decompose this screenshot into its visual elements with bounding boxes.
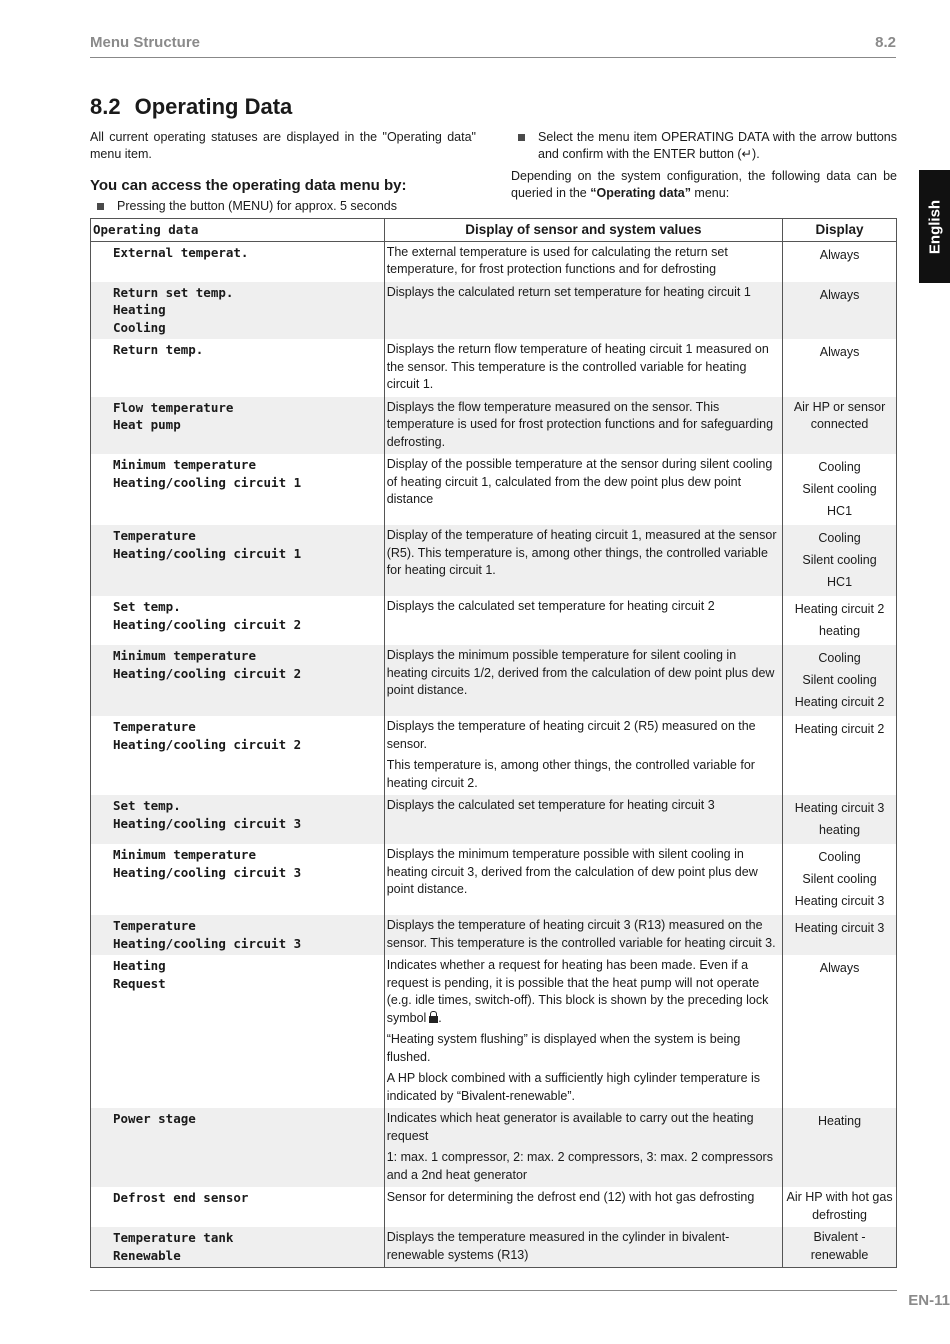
- table-row: [91, 955, 897, 1108]
- description-text: Displays the calculated set temperature for heating circuit 3: [386, 798, 715, 812]
- header-title: Menu Structure: [90, 34, 201, 51]
- description-text: Display of the temperature of heating circuit 1, measured at the sensor (R5). This temperature is, among other things, the controlled variable for heating circuit 1.: [386, 528, 777, 577]
- dependency-text-end: menu:: [690, 186, 730, 200]
- menu-entry-line: Heat pump: [113, 417, 181, 432]
- header-section-number: 8.2: [875, 34, 896, 51]
- value-description: [384, 844, 782, 915]
- value-description: [384, 241, 782, 282]
- display-condition-line: Cooling: [818, 850, 861, 864]
- table-row: [91, 795, 897, 844]
- description-paragraph: [387, 399, 780, 452]
- description-paragraph: [387, 284, 780, 302]
- language-tab-label: English: [926, 199, 943, 254]
- menu-entry-line: Heating/cooling circuit 1: [113, 474, 302, 490]
- description-text: Displays the flow temperature measured on the sensor. This temperature is used for frost protection functions and for safeguarding defrosting.: [386, 399, 774, 449]
- table-row: [91, 397, 897, 455]
- menu-entry-line: Heating/cooling circuit 3: [113, 815, 302, 831]
- menu-entry-line: Set temp.: [113, 599, 181, 614]
- display-condition-line: HC1: [827, 575, 853, 589]
- description-paragraph: [387, 757, 780, 792]
- page-header: [90, 34, 896, 58]
- description-paragraph: [387, 244, 780, 279]
- description-paragraph: [387, 846, 780, 899]
- operating-data-name: [91, 339, 385, 397]
- operating-data-name: [91, 241, 385, 282]
- display-condition-line: Air HP or sensor connected: [793, 399, 886, 431]
- operating-data-name: [91, 596, 385, 645]
- display-condition-line: Heating circuit 3: [794, 921, 885, 935]
- table-row: [91, 454, 897, 525]
- operating-data-name: [91, 795, 385, 844]
- description-text: Displays the calculated set temperature for heating circuit 2: [386, 599, 715, 613]
- display-condition: [783, 454, 897, 525]
- table-row: [91, 596, 897, 645]
- value-description: [384, 1187, 782, 1227]
- display-condition: [783, 525, 897, 596]
- operating-data-name: [91, 955, 385, 1108]
- display-condition: [783, 795, 897, 844]
- description-paragraph: [387, 647, 780, 700]
- description-paragraph: [387, 1149, 780, 1184]
- description-text: A HP block combined with a sufficiently high cylinder temperature is indicated by “Bivalent-renewable”.: [386, 1071, 761, 1103]
- menu-entry-line: Defrost end sensor: [113, 1190, 249, 1205]
- display-condition: [783, 955, 897, 1108]
- access-bullet: Pressing the button (MENU) for approx. 5 seconds: [90, 198, 476, 215]
- value-description: [384, 645, 782, 716]
- menu-entry-line: Minimum temperature: [113, 847, 256, 862]
- value-description: [384, 955, 782, 1108]
- display-condition-line: Silent cooling: [802, 553, 877, 567]
- menu-entry-line: External temperat.: [113, 244, 249, 260]
- menu-entry-line: Heating/cooling circuit 3: [113, 864, 302, 880]
- column-header-operating-data: Operating data: [91, 219, 385, 242]
- description-text: Displays the temperature of heating circuit 3 (R13) measured on the sensor. This temperature is the controlled variable for heating circuit 3.: [386, 918, 776, 950]
- display-condition-line: Air HP with hot gas defrosting: [786, 1190, 893, 1222]
- description-paragraph: [387, 917, 780, 952]
- display-condition-line: heating: [819, 823, 861, 837]
- display-condition-line: Always: [819, 247, 860, 262]
- lock-icon: [429, 1011, 438, 1023]
- menu-entry-line: Temperature: [113, 918, 196, 933]
- table-row: [91, 525, 897, 596]
- table-row: [91, 844, 897, 915]
- table-header-row: [91, 219, 897, 242]
- menu-entry-line: Temperature: [113, 528, 196, 543]
- description-paragraph: [387, 1070, 780, 1105]
- value-description: [384, 397, 782, 455]
- menu-entry-line: Temperature tank: [113, 1230, 234, 1245]
- column-header-display: Display: [783, 219, 897, 242]
- page-number: EN-11: [908, 1292, 950, 1309]
- operating-data-name: [91, 645, 385, 716]
- operating-data-name: [91, 397, 385, 455]
- menu-entry-line: Temperature: [113, 719, 196, 734]
- menu-entry-line: Heating/cooling circuit 2: [113, 616, 302, 632]
- value-description: [384, 1108, 782, 1187]
- right-column: [511, 129, 897, 202]
- dependency-text-start: Depending on the system configuration, the following data can be queried in the: [511, 169, 897, 200]
- menu-entry-line: Heating/cooling circuit 2: [113, 736, 302, 752]
- description-text: This temperature is, among other things, the controlled variable for heating circuit 2.: [386, 758, 755, 790]
- operating-data-name: [91, 915, 385, 955]
- display-condition: [783, 596, 897, 645]
- menu-entry-line: Minimum temperature: [113, 648, 256, 663]
- display-condition: [783, 282, 897, 340]
- description-text: Displays the return flow temperature of heating circuit 1 measured on the sensor. This temperature is the controlled variable for heating circuit 1.: [386, 342, 769, 391]
- description-text: Displays the temperature measured in the cylinder in bivalent-renewable systems (R13): [386, 1230, 730, 1262]
- menu-entry-line: Set temp.: [113, 798, 181, 813]
- table-row: [91, 339, 897, 397]
- menu-entry-line: Request: [113, 975, 166, 991]
- display-condition-line: Bivalent - renewable: [810, 1230, 869, 1262]
- menu-entry-line: Return temp.: [113, 342, 204, 357]
- value-description: [384, 716, 782, 795]
- menu-entry-line: Flow temperature: [113, 399, 234, 415]
- menu-entry-line: Power stage: [113, 1111, 196, 1126]
- display-condition-line: Cooling: [818, 460, 861, 474]
- table-row: [91, 1187, 897, 1227]
- operating-data-name: [91, 1227, 385, 1268]
- description-text: Display of the possible temperature at the sensor during silent cooling of heating circuit 1, calculated from the dew point plus dew point distance: [386, 457, 773, 506]
- display-condition-line: Silent cooling: [802, 673, 877, 687]
- value-description: [384, 795, 782, 844]
- description-paragraph: Indicates whether a request for heating has been made. Even if a request is pending, it is possible that the heat pump will not operate (e.g. idle times, switch-off). This block is shown by the preceding lock symbol .: [386, 958, 769, 1025]
- display-condition-line: heating: [819, 624, 861, 638]
- display-condition-line: Heating circuit 3: [794, 894, 885, 908]
- description-paragraph: [387, 797, 780, 815]
- dependency-text-bold: “Operating data”: [590, 186, 691, 200]
- description-text: Displays the calculated return set temperature for heating circuit 1: [386, 284, 751, 299]
- footer-rule: [90, 1290, 897, 1291]
- table-row: [91, 241, 897, 282]
- table-row: [91, 1227, 897, 1268]
- menu-entry-line: Heating/cooling circuit 3: [113, 935, 302, 951]
- operating-data-name: [91, 716, 385, 795]
- description-text: Indicates whether a request for heating has been made. Even if a request is pending, it is possible that the heat pump will not operate (e.g. idle times, switch-off). This block is shown by the preceding lock symbol: [386, 958, 769, 1025]
- display-condition-line: Heating: [818, 1114, 862, 1128]
- value-description: [384, 525, 782, 596]
- section-title-text: Operating Data: [134, 94, 293, 119]
- menu-entry-line: Minimum temperature: [113, 457, 256, 472]
- operating-data-name: [91, 525, 385, 596]
- description-text: Sensor for determining the defrost end (12) with hot gas defrosting: [386, 1190, 755, 1204]
- display-condition: [783, 241, 897, 282]
- operating-data-name: [91, 454, 385, 525]
- description-text: 1: max. 1 compressor, 2: max. 2 compressors, 3: max. 2 compressors and a 2nd heat generator: [386, 1150, 773, 1182]
- description-text: Indicates which heat generator is available to carry out the heating request: [386, 1111, 754, 1143]
- table-row: [91, 645, 897, 716]
- menu-entry-line: Heating: [113, 302, 166, 317]
- operating-data-table: [90, 218, 897, 1268]
- value-description: [384, 454, 782, 525]
- operating-data-name: [91, 1108, 385, 1187]
- language-tab: [919, 170, 950, 283]
- display-condition-line: HC1: [827, 504, 853, 518]
- display-condition: [783, 1108, 897, 1187]
- description-text: Displays the temperature of heating circuit 2 (R5) measured on the sensor.: [386, 719, 756, 751]
- display-condition: [783, 1187, 897, 1227]
- display-condition: [783, 716, 897, 795]
- description-text: Displays the minimum possible temperature for silent cooling in heating circuits 1/2, derived from the calculation of dew point plus dew point distance.: [386, 648, 775, 697]
- description-text: “Heating system flushing” is displayed when the system is being flushed.: [386, 1032, 741, 1064]
- display-condition-line: Heating circuit 3: [794, 801, 885, 815]
- operating-data-name: [91, 1187, 385, 1227]
- menu-entry-line: Cooling: [113, 319, 166, 335]
- display-condition-line: Cooling: [818, 651, 861, 665]
- table-row: [91, 716, 897, 795]
- menu-entry-line: Heating: [113, 958, 166, 973]
- display-condition-line: Silent cooling: [802, 872, 877, 886]
- value-description: [384, 282, 782, 340]
- description-paragraph: [387, 456, 780, 509]
- table-row: [91, 915, 897, 955]
- description-paragraph: [387, 598, 780, 616]
- value-description: [384, 915, 782, 955]
- description-paragraph: [387, 1110, 780, 1145]
- description-text: The external temperature is used for calculating the return set temperature, for frost protection functions and for defrosting: [386, 244, 728, 276]
- description-text: Displays the minimum temperature possible with silent cooling in heating circuit 3, derived from the calculation of dew point plus dew point distance.: [386, 847, 758, 896]
- section-number: 8.2: [90, 94, 121, 119]
- description-paragraph: [387, 718, 780, 753]
- display-condition: [783, 339, 897, 397]
- menu-entry-line: Renewable: [113, 1247, 181, 1263]
- display-condition: [783, 397, 897, 455]
- column-header-values: Display of sensor and system values: [384, 219, 782, 242]
- menu-entry-line: Heating/cooling circuit 2: [113, 665, 302, 681]
- table-row: [91, 282, 897, 340]
- display-condition-line: Always: [819, 345, 860, 359]
- description-paragraph: [387, 341, 780, 394]
- display-condition: [783, 645, 897, 716]
- display-condition-line: Always: [819, 287, 860, 302]
- menu-entry-line: Return set temp.: [113, 284, 234, 300]
- display-condition-line: Silent cooling: [802, 482, 877, 496]
- description-paragraph: [387, 1229, 780, 1264]
- menu-entry-line: Heating/cooling circuit 1: [113, 545, 302, 561]
- display-condition-line: Heating circuit 2: [794, 722, 885, 736]
- operating-data-name: [91, 282, 385, 340]
- description-paragraph: [387, 1189, 780, 1207]
- description-paragraph: [387, 527, 780, 580]
- value-description: [384, 1227, 782, 1268]
- operating-data-name: [91, 844, 385, 915]
- display-condition: [783, 844, 897, 915]
- value-description: [384, 596, 782, 645]
- display-condition-line: Always: [819, 961, 860, 975]
- value-description: [384, 339, 782, 397]
- section-title: [90, 94, 292, 120]
- description-paragraph: [387, 1031, 780, 1066]
- display-condition-line: Cooling: [818, 531, 861, 545]
- intro-text: All current operating statuses are displayed in the "Operating data" menu item.: [90, 130, 476, 161]
- display-condition-line: Heating circuit 2: [794, 602, 885, 616]
- select-bullet: Select the menu item OPERATING DATA with the arrow buttons and confirm with the ENTER button (↵).: [511, 129, 897, 163]
- dependency-text: [511, 168, 897, 202]
- left-column: [90, 129, 476, 215]
- display-condition: [783, 1227, 897, 1268]
- access-heading: You can access the operating data menu by:: [90, 177, 407, 194]
- display-condition: [783, 915, 897, 955]
- table-row: [91, 1108, 897, 1187]
- display-condition-line: Heating circuit 2: [794, 695, 885, 709]
